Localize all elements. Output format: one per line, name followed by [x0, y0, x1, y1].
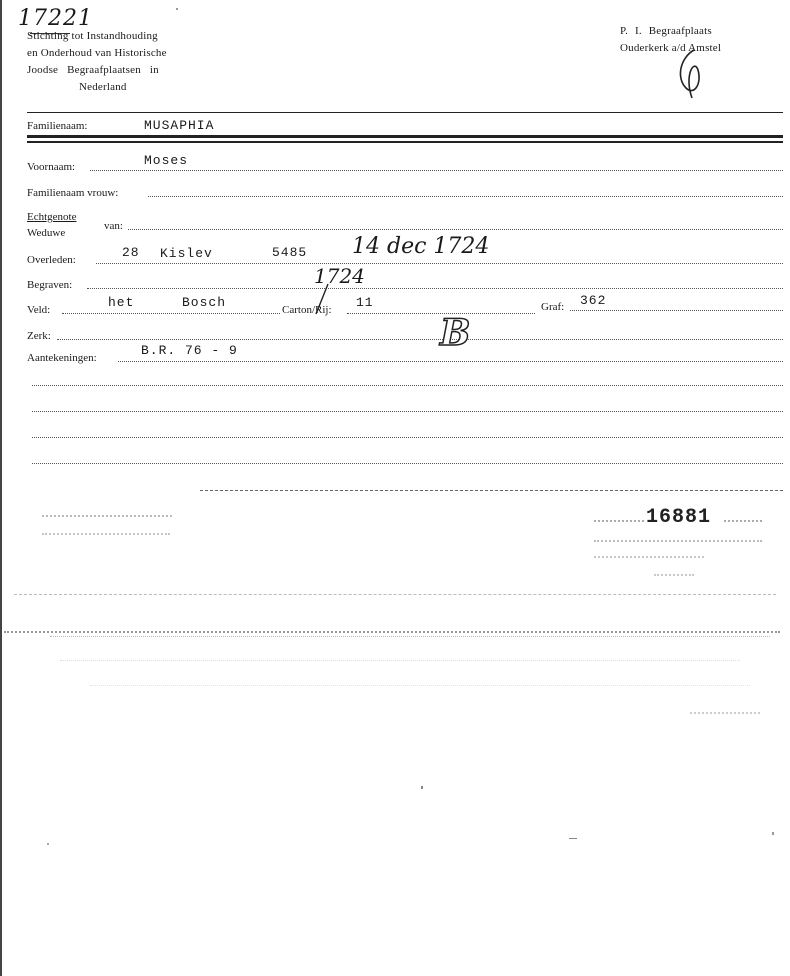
org-line-2: en Onderhoud van Historische	[27, 47, 167, 59]
overleden-day: 28	[122, 245, 140, 260]
veld-value-2: Bosch	[182, 295, 227, 310]
notes-line-4	[32, 463, 783, 464]
familienaam-value: MUSAPHIA	[144, 118, 215, 133]
zerk-handwritten-letter: B	[440, 312, 471, 354]
org-line-4: Nederland	[79, 81, 127, 93]
card-bottom-edge	[200, 490, 783, 491]
org-line-1: Stichting tot Instandhouding	[27, 30, 158, 42]
zerk-dots	[57, 339, 783, 340]
voornaam-label: Voornaam:	[27, 161, 76, 173]
bleed-stamp-line-3	[594, 556, 704, 558]
aantekeningen-label: Aantekeningen:	[27, 352, 97, 364]
familienaam-label: Familienaam:	[27, 120, 88, 132]
van-label: van:	[104, 220, 123, 232]
bleed-text-left-1	[42, 515, 172, 517]
notes-line-3	[32, 437, 783, 438]
bleed-rule-5	[90, 685, 750, 686]
overleden-dots	[96, 263, 783, 264]
veld-dots	[62, 313, 280, 314]
graf-value: 362	[580, 293, 607, 308]
familienaam-vrouw-dots	[148, 196, 783, 197]
left-scan-edge	[0, 0, 2, 976]
voornaam-value: Moses	[144, 153, 189, 168]
zerk-label: Zerk:	[27, 330, 51, 342]
handwritten-record-number: 17221	[18, 6, 93, 31]
bleed-stamp-line-4	[654, 574, 694, 576]
organization-block	[27, 28, 217, 96]
begraven-dots	[87, 288, 783, 289]
bleed-text-left-2	[42, 533, 170, 535]
graf-dots	[570, 310, 783, 311]
veld-value-1: het	[108, 295, 135, 310]
stamp-number: 16881	[646, 506, 712, 529]
aantekeningen-dots	[118, 361, 783, 362]
bleed-rule-2	[4, 631, 780, 633]
notes-line-1	[32, 385, 783, 386]
van-dots	[128, 229, 783, 230]
bleed-rule-3	[50, 636, 770, 637]
familienaam-vrouw-label: Familienaam vrouw:	[27, 187, 119, 199]
scan-speck-1	[176, 8, 178, 10]
bleed-stamp-dots-right	[724, 520, 762, 522]
begraven-handwritten-year: 1724	[314, 264, 365, 288]
bleed-stamp-dots-left	[594, 520, 644, 522]
veld-label: Veld:	[27, 304, 51, 316]
rij-value: 11	[356, 295, 374, 310]
bleed-rule-1	[14, 594, 776, 595]
aantekeningen-value: B.R. 76 - 9	[141, 343, 238, 358]
org-line-3: Joodse Begraafplaatsen in	[27, 64, 159, 76]
double-rule-top	[27, 135, 783, 138]
overleden-month: Kislev	[160, 246, 213, 261]
handwritten-loop-mark	[672, 48, 708, 100]
cemetery-line-1: P. I. Begraafplaats	[620, 25, 712, 37]
bleed-rule-4	[60, 660, 740, 661]
bleed-stamp-line-2	[594, 540, 762, 542]
scan-speck-5	[772, 832, 774, 835]
graf-label: Graf:	[541, 301, 565, 313]
bleed-rule-6	[690, 712, 760, 714]
overleden-label: Overleden:	[27, 254, 76, 266]
cemetery-line-2: Ouderkerk a/d Amstel	[620, 42, 722, 54]
notes-line-2	[32, 411, 783, 412]
overleden-handwritten-date: 14 dec 1724	[352, 234, 490, 259]
top-rule	[27, 112, 783, 113]
scan-speck-2	[421, 786, 423, 789]
double-rule-bottom	[27, 141, 783, 143]
begraven-label: Begraven:	[27, 279, 73, 291]
carton-rij-label: Carton/Rij:	[282, 304, 332, 316]
overleden-year: 5485	[272, 245, 308, 260]
echtgenote-label: Echtgenote	[27, 211, 77, 223]
voornaam-dots	[90, 170, 783, 171]
scan-speck-3	[569, 838, 577, 839]
scan-speck-4	[47, 843, 49, 845]
weduwe-label: Weduwe	[27, 227, 66, 239]
